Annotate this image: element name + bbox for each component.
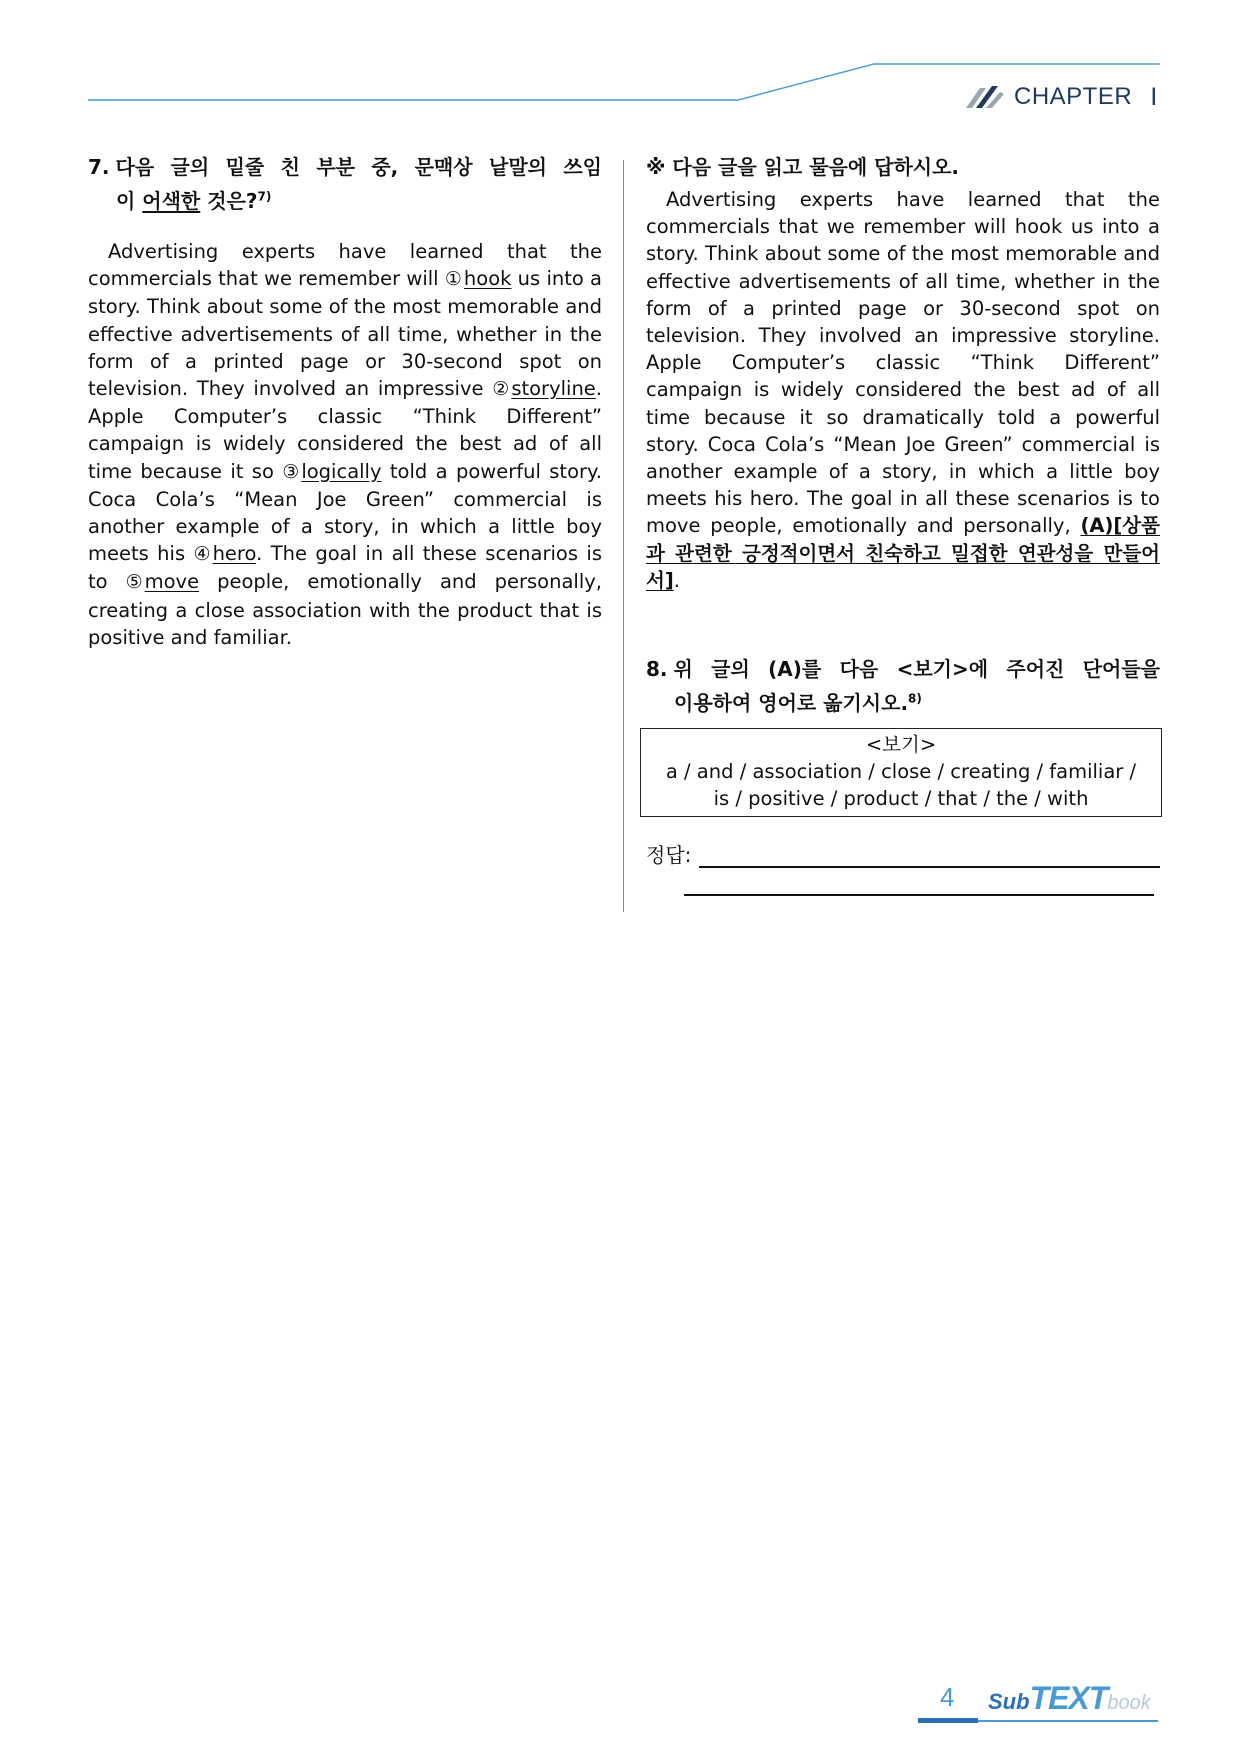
question-text: 위 글의 (A)를 다음 <보기>에 주어진 단어들을 (673, 657, 1160, 682)
answer-line-2[interactable] (684, 894, 1154, 896)
question-number: 7. (88, 155, 110, 179)
underlined-choice: move (144, 570, 200, 594)
passage-2 (646, 186, 1160, 594)
passage-text: Advertising experts have learned that the commercials that we remember will hook us into a story. Think about some of the most memorable and effective advertisements of all time, whether in the form of a printed page or 30-second spot on television. They involved an impressive storyline. Apple Computer’s classic “Think Different” campaign is widely considered the best ad of all time because it so dramatically told a powerful story. Coca Cola’s “Mean Joe Green” commercial is another example of a story, in which a little boy meets his hero. The goal in all these scenarios is to move people, emotionally and personally, (646, 188, 1160, 538)
question-7-title (88, 150, 602, 184)
underlined-choice: storyline (511, 377, 596, 401)
question-8-title-line2 (646, 686, 1160, 720)
brand-logo (988, 1680, 1151, 1717)
brand-book: book (1107, 1692, 1151, 1714)
brand-sub: Sub (988, 1689, 1030, 1714)
page-number: 4 (940, 1682, 955, 1712)
footnote-ref: 7) (257, 189, 272, 204)
passage-text: . The goal in all these scenarios is to (88, 542, 602, 594)
passage-text: Advertising experts have learned that the commercials that we remember will (88, 240, 602, 291)
question-text: 이용하여 영어로 옮기시오. (674, 691, 909, 716)
word-bank-title: <보기> (865, 733, 937, 757)
right-column (646, 150, 1160, 896)
pen-stroke-icon (962, 82, 1006, 112)
choice-marker: ⑤ (125, 571, 143, 594)
answer-label: 정답: (646, 843, 692, 868)
chapter-number: Ⅰ (1150, 84, 1158, 111)
question-text-pre: 이 (116, 189, 143, 213)
answer-area (646, 839, 1160, 868)
passage-text: . Apple Computer’s classic “Think Different” campaign is widely considered the best ad of all time because it so (88, 377, 602, 483)
word-bank-box (640, 728, 1162, 817)
brand-text: TEXT (1029, 1680, 1108, 1716)
underlined-choice: hook (463, 267, 512, 291)
left-column (88, 150, 602, 651)
passage-text: us into a story. Think about some of the most memorable and effective advertisements of all time, whether in the form of a printed page or 30-second spot on television. They involved an impressive (88, 267, 602, 401)
page-footer (918, 1680, 1158, 1730)
word-bank-line-1: a / and / association / close / creating / familiar / (665, 760, 1137, 784)
choice-marker: ② (492, 378, 510, 401)
passage-text: told a powerful story. Coca Cola’s “Mean Joe Green” commercial is another example of a story, in which a little boy meets his (88, 459, 602, 566)
word-bank-line-2: is / positive / product / that / the / with (713, 787, 1089, 811)
footnote-ref: 8) (908, 691, 922, 706)
chapter-heading (962, 80, 1157, 114)
chapter-label: CHAPTER (1014, 83, 1133, 110)
marked-phrase-a: (A)[상품과 관련한 긍정적이면서 친숙하고 밀접한 연관성을 만들어서] (646, 514, 1160, 592)
column-divider (623, 160, 624, 912)
instruction: ※ 다음 글을 읽고 물음에 답하시오. (646, 155, 960, 179)
passage-text: people, emotionally and personally, creating a close association with the product that is positive and familiar. (88, 570, 602, 649)
underlined-keyword: 어색한 (142, 189, 201, 213)
question-8-title (646, 652, 1160, 686)
choice-marker: ① (444, 268, 462, 291)
answer-line-1[interactable] (699, 844, 1160, 868)
choice-marker: ④ (193, 543, 211, 566)
question-text-post: 것은? (200, 189, 258, 213)
choice-marker: ③ (282, 460, 300, 483)
underlined-choice: logically (301, 459, 382, 483)
question-7-passage (88, 238, 602, 651)
passage-end: . (673, 568, 680, 592)
question-text: 다음 글의 밑줄 친 부분 중, 문맥상 낱말의 쓰임 (115, 155, 602, 179)
question-number: 8. (646, 657, 668, 682)
question-7-title-line2 (88, 184, 602, 218)
underlined-choice: hero (212, 542, 257, 566)
footer-rule-accent (918, 1718, 978, 1723)
